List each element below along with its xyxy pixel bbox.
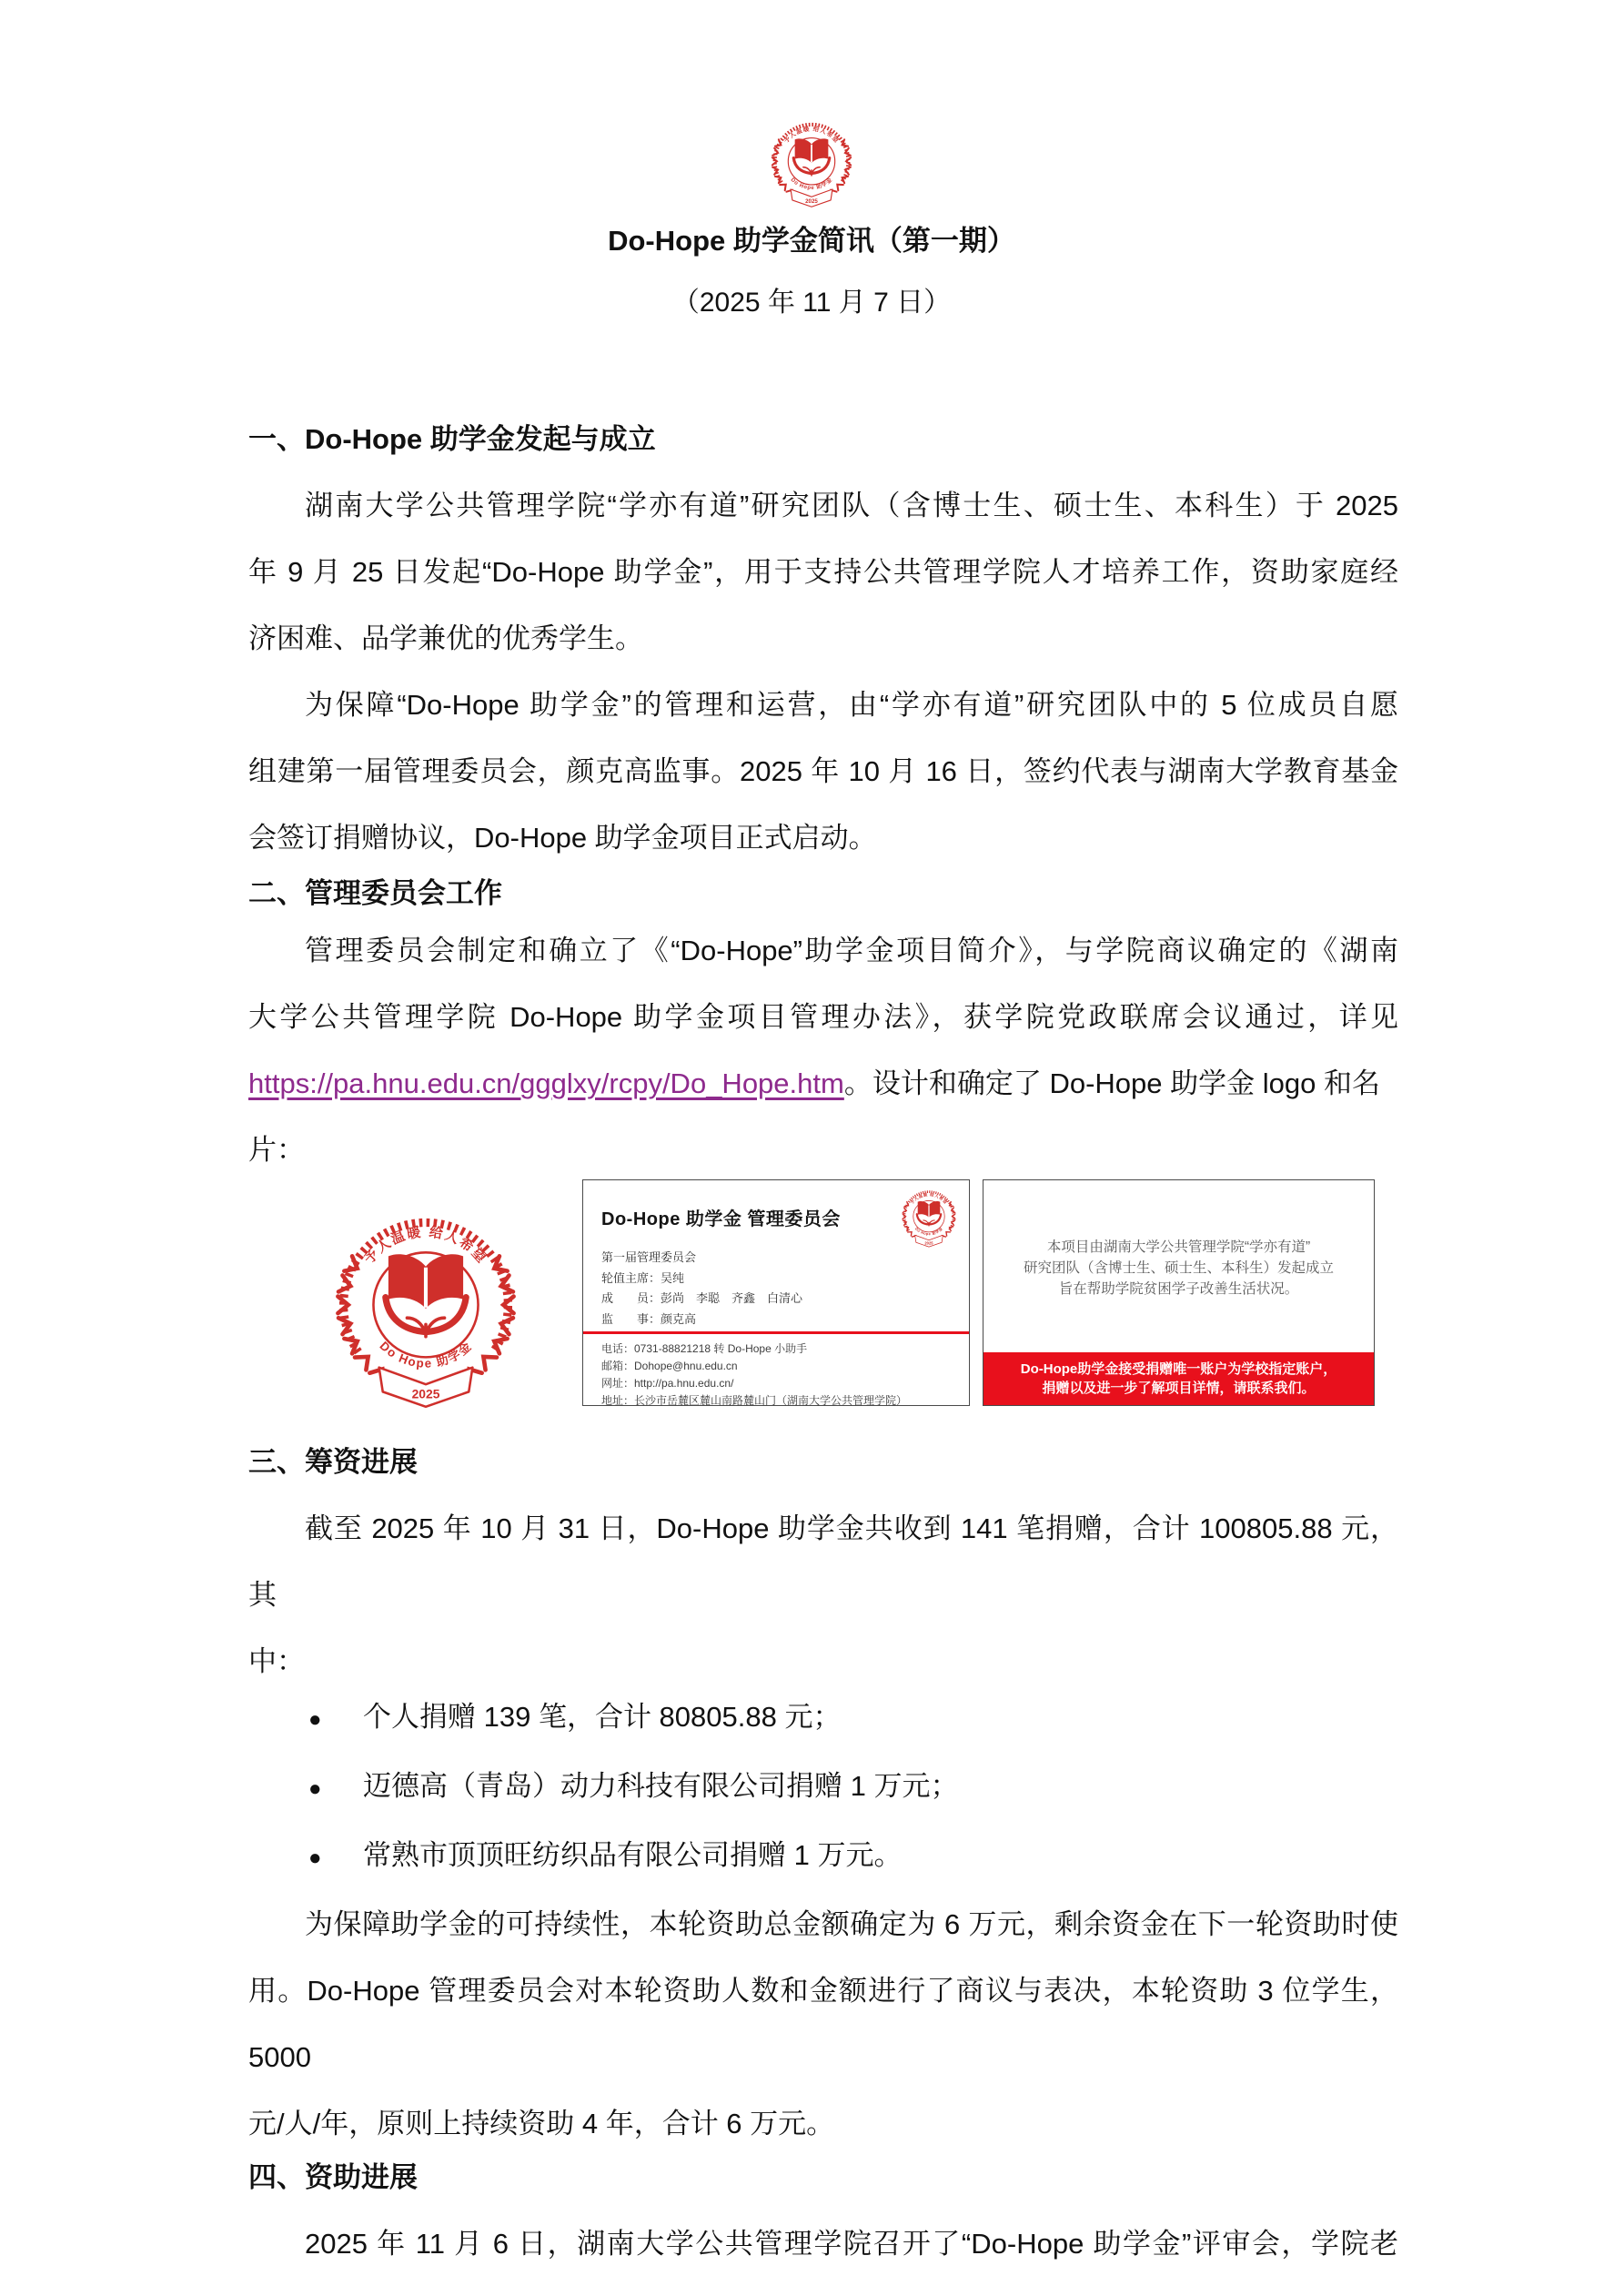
section-4-heading: 四、资助进展 xyxy=(248,2161,418,2193)
body-line: 会签订捐赠协议，Do-Hope 助学金项目正式启动。 xyxy=(248,822,877,854)
card-back-line: 本项目由湖南大学公共管理学院“学亦有道” xyxy=(1046,1239,1311,1255)
logo-and-cards-row xyxy=(248,1183,1398,1418)
body-line: 截至 2025 年 10 月 31 日，Do-Hope 助学金共收到 141 笔捐赠，合计 100805.88 元，其 xyxy=(248,1512,1398,1611)
bullet-text: 个人捐赠 139 笔，合计 80805.88 元； xyxy=(363,1701,842,1733)
body-line: 管理委员会制定和确立了《“Do-Hope”助学金项目简介》，与学院商议确定的《湖南 xyxy=(305,935,1398,966)
section-3-heading: 三、筹资进展 xyxy=(248,1446,418,1478)
body-line: 元/人/年，原则上持续资助 4 年，合计 6 万元。 xyxy=(248,2108,835,2139)
card-committee-line: 第一届管理委员会 xyxy=(601,1250,697,1264)
bullet-icon: ● xyxy=(308,1846,322,1870)
list-item xyxy=(248,1822,1398,1891)
page-title: Do-Hope 助学金简讯（第一期） xyxy=(608,225,1015,257)
body-line: 湖南大学公共管理学院“学亦有道”研究团队（含博士生、硕士生、本科生）于 2025 xyxy=(305,490,1398,521)
body-line: 中： xyxy=(248,1645,305,1677)
business-card-front xyxy=(582,1179,970,1406)
body-line: 济困难、品学兼优的优秀学生。 xyxy=(248,622,643,654)
card-back-line: 旨在帮助学院贫困学子改善生活状况。 xyxy=(1058,1281,1299,1297)
section-1-heading: 一、Do-Hope 助学金发起与成立 xyxy=(248,423,656,455)
card-title: Do-Hope 助学金 管理委员会 xyxy=(601,1209,841,1229)
list-item xyxy=(248,1684,1398,1753)
card-website: 网址：http://pa.hnu.edu.cn/ xyxy=(601,1377,734,1390)
dohope-logo-icon xyxy=(770,118,853,209)
bullet-icon: ● xyxy=(308,1776,322,1801)
body-line: 为保障助学金的可持续性，本轮资助总金额确定为 6 万元，剩余资金在下一轮资助时使 xyxy=(305,1908,1398,1940)
bullet-text: 常熟市顶顶旺纺织品有限公司捐赠 1 万元。 xyxy=(363,1839,903,1871)
card-red-divider xyxy=(583,1331,969,1334)
body-line: 2025 年 11 月 6 日，湖南大学公共管理学院召开了“Do-Hope 助学金”评审会，学院老 xyxy=(305,2228,1398,2260)
card-phone: 电话：0731-88821218 转 Do-Hope 小助手 xyxy=(601,1342,808,1355)
page-date: （2025 年 11 月 7 日） xyxy=(671,288,952,318)
card-members-line: 成 员：彭尚 李聪 齐鑫 白清心 xyxy=(601,1291,803,1305)
bullet-icon: ● xyxy=(308,1707,322,1732)
body-line: 年 9 月 25 日发起“Do-Hope 助学金”，用于支持公共管理学院人才培养工作，资助家庭经 xyxy=(248,556,1398,588)
body-line xyxy=(248,1050,1398,1183)
list-item xyxy=(248,1753,1398,1822)
body-line: 大学公共管理学院 Do-Hope 助学金项目管理办法》，获学院党政联席会议通过，详见 xyxy=(248,1001,1398,1033)
section-2-heading: 二、管理委员会工作 xyxy=(248,877,502,909)
donation-list xyxy=(248,1684,1398,1891)
card-mini-logo-icon xyxy=(901,1188,957,1249)
body-line: 用。Do-Hope 管理委员会对本轮资助人数和金额进行了商议与表决，本轮资助 3 位学生，5000 xyxy=(248,1975,1398,2073)
card-email: 邮箱：Dohope@hnu.edu.cn xyxy=(601,1360,738,1372)
card-chair-line: 轮值主席：吴纯 xyxy=(601,1270,685,1285)
body-line: 为保障“Do-Hope 助学金”的管理和运营，由“学亦有道”研究团队中的 5 位成员自愿 xyxy=(305,689,1398,721)
after-link-text: 。设计和确定了 Do-Hope 助学金 logo 和名片： xyxy=(248,1067,1380,1166)
dohope-logo-image xyxy=(332,1209,519,1412)
banner-line: 捐赠以及进一步了解项目详情，请联系我们。 xyxy=(1042,1381,1316,1396)
banner-line: Do-Hope助学金接受捐赠唯一账户为学校指定账户， xyxy=(1020,1361,1337,1377)
business-card-back xyxy=(983,1179,1375,1406)
dohope-measures-link[interactable]: https://pa.hnu.edu.cn/ggglxy/rcpy/Do_Hope.htm xyxy=(248,1067,844,1099)
card-back-line: 研究团队（含博士生、硕士生、本科生）发起成立 xyxy=(1023,1260,1334,1276)
card-address: 地址：长沙市岳麓区麓山南路麓山门（湖南大学公共管理学院） xyxy=(601,1394,908,1407)
card-supervisor-line: 监 事：颜克高 xyxy=(601,1311,697,1326)
body-line: 组建第一届管理委员会，颜克高监事。2025 年 10 月 16 日，签约代表与湖南大学教育基金 xyxy=(248,755,1398,787)
donation-banner xyxy=(983,1352,1374,1405)
bullet-text: 迈德高（青岛）动力科技有限公司捐赠 1 万元； xyxy=(363,1770,959,1802)
